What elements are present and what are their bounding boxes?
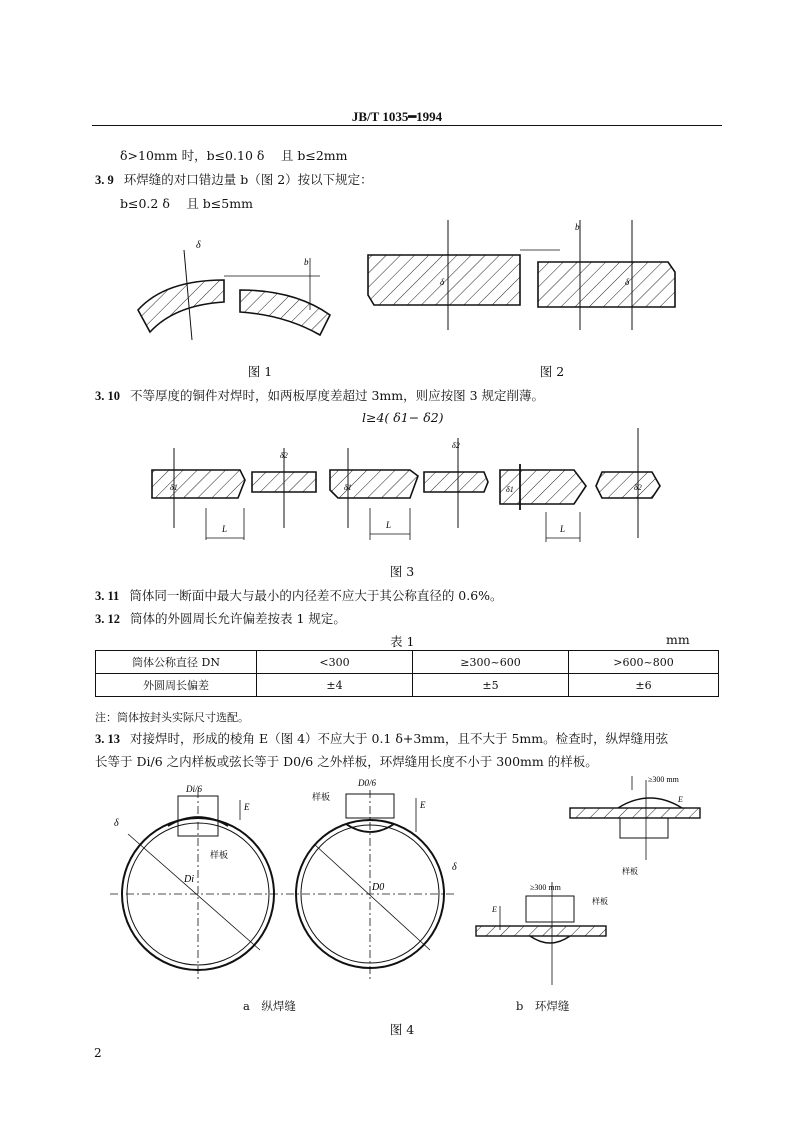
table-1-unit: mm bbox=[666, 632, 690, 647]
figure-4-caption: 图 4 bbox=[389, 1022, 415, 1037]
figure-4a-caption: a 纵焊缝 bbox=[243, 999, 296, 1013]
fig4b-upper-template-label: 样板 bbox=[622, 867, 638, 876]
fig3-plate-1 bbox=[152, 470, 245, 498]
text-line-delta-b: δ>10mm 时，b≤0.10 δ 且 b≤2mm bbox=[120, 148, 348, 163]
formula-l: l≥4( δ1− δ2) bbox=[362, 410, 444, 425]
fig2-b-label: b bbox=[575, 222, 580, 232]
table-cell: <300 bbox=[257, 651, 413, 674]
fig3-L-label-2: L bbox=[386, 520, 392, 530]
fig4a-Di-label: Di bbox=[184, 874, 194, 885]
fig4-mid-delta-label: δ bbox=[452, 862, 457, 873]
table-cell: ≥300~600 bbox=[413, 651, 569, 674]
table-row bbox=[96, 651, 719, 674]
fig4-mid-E-label: E bbox=[420, 800, 426, 810]
fig1-delta-label: δ bbox=[196, 240, 201, 251]
fig3-L-label-1: L bbox=[222, 524, 228, 534]
fig3-plate-6 bbox=[596, 472, 660, 498]
section-number: 3. 9 bbox=[95, 173, 114, 187]
fig4a-delta-label: δ bbox=[114, 818, 119, 829]
fig4a-template-label: 样板 bbox=[210, 850, 229, 860]
fig3-delta1-label-1: δ1 bbox=[170, 483, 178, 492]
table-cell: 外圆周长偏差 bbox=[96, 674, 257, 697]
section-text: 对接焊时，形成的棱角 E（图 4）不应大于 0.1 δ+3mm，且不大于 5mm。检查时，纵焊缝用弦 bbox=[130, 731, 669, 746]
fig4-mid-D0-label: D0 bbox=[372, 882, 385, 893]
fig3-delta2-label-3: δ2 bbox=[634, 483, 642, 492]
section-3-9 bbox=[95, 170, 373, 188]
fig2-delta-label-left: δ bbox=[440, 277, 445, 287]
section-number: 3. 12 bbox=[95, 612, 120, 626]
table-cell: ±6 bbox=[569, 674, 719, 697]
section-number: 3. 10 bbox=[95, 389, 120, 403]
table-row bbox=[96, 674, 719, 697]
section-text: 环焊缝的对口错边量 b（图 2）按以下规定： bbox=[123, 172, 373, 187]
text-line-b-limit: b≤0.2 δ 且 b≤5mm bbox=[120, 196, 253, 211]
fig3-L-label-3: L bbox=[560, 524, 566, 534]
table-note: 注：筒体按封头实际尺寸选配。 bbox=[95, 711, 249, 724]
section-text: 不等厚度的铜件对焊时，如两板厚度差超过 3mm，则应按图 3 规定削薄。 bbox=[130, 388, 545, 403]
table-cell: 筒体公称直径 DN bbox=[96, 651, 257, 674]
section-3-11 bbox=[95, 586, 503, 604]
figure-1-caption: 图 1 bbox=[247, 364, 273, 379]
fig3-delta1-label-3: δ1 bbox=[506, 485, 514, 494]
section-3-10 bbox=[95, 386, 544, 404]
section-3-13 bbox=[95, 729, 668, 747]
fig3-delta2-label-2: δ2 bbox=[452, 441, 460, 450]
fig1-right-plate bbox=[240, 290, 330, 335]
doc-header: JB/T 1035━1994 bbox=[351, 109, 443, 124]
fig1-b-label: b bbox=[304, 257, 309, 267]
figure-4-drawing bbox=[100, 770, 720, 990]
page-number: 2 bbox=[94, 1046, 102, 1060]
figure-1-2-drawing bbox=[120, 210, 700, 350]
section-number: 3. 13 bbox=[95, 732, 120, 746]
fig2-delta-label-right: δ bbox=[625, 277, 630, 287]
figure-4b-caption: b 环焊缝 bbox=[516, 999, 570, 1013]
fig4b-lower-E-label: E bbox=[492, 905, 497, 914]
figure-2-caption: 图 2 bbox=[539, 364, 565, 379]
fig3-delta1-label-2: δ1 bbox=[344, 483, 352, 492]
fig4-mid-template-label: 样板 bbox=[312, 792, 331, 802]
fig3-delta2-label-1: δ2 bbox=[280, 451, 288, 460]
fig3-plate-4 bbox=[424, 472, 488, 492]
table-cell: ±4 bbox=[257, 674, 413, 697]
section-3-13-cont: 长等于 Di/6 之内样板或弦长等于 D0/6 之外样板，环焊缝用长度不小于 300mm 的样板。 bbox=[95, 754, 598, 769]
header-rule bbox=[92, 125, 722, 126]
table-cell: ±5 bbox=[413, 674, 569, 697]
fig4b-upper-300-label: ≥300 mm bbox=[648, 775, 679, 784]
table-cell: >600~800 bbox=[569, 651, 719, 674]
section-number: 3. 11 bbox=[95, 589, 120, 603]
fig1-left-plate bbox=[138, 280, 224, 332]
table-1 bbox=[95, 650, 719, 697]
table-1-title: 表 1 bbox=[390, 634, 415, 649]
figure-3-caption: 图 3 bbox=[389, 564, 415, 579]
fig4b-upper-E-label: E bbox=[678, 795, 683, 804]
fig2-right-plate bbox=[538, 262, 675, 307]
fig4a-di6-label: Di/6 bbox=[186, 784, 203, 794]
section-text: 筒体同一断面中最大与最小的内径差不应大于其公称直径的 0.6%。 bbox=[129, 588, 503, 603]
fig4b-lower-template-label: 样板 bbox=[592, 897, 608, 906]
section-text: 筒体的外圆周长允许偏差按表 1 规定。 bbox=[130, 611, 346, 626]
figure-3-drawing bbox=[140, 428, 680, 558]
fig4-mid-d06-label: D0/6 bbox=[358, 778, 376, 788]
fig4a-E-label: E bbox=[244, 802, 250, 812]
section-3-12 bbox=[95, 609, 346, 627]
fig4b-lower-300-label: ≥300 mm bbox=[530, 883, 561, 892]
